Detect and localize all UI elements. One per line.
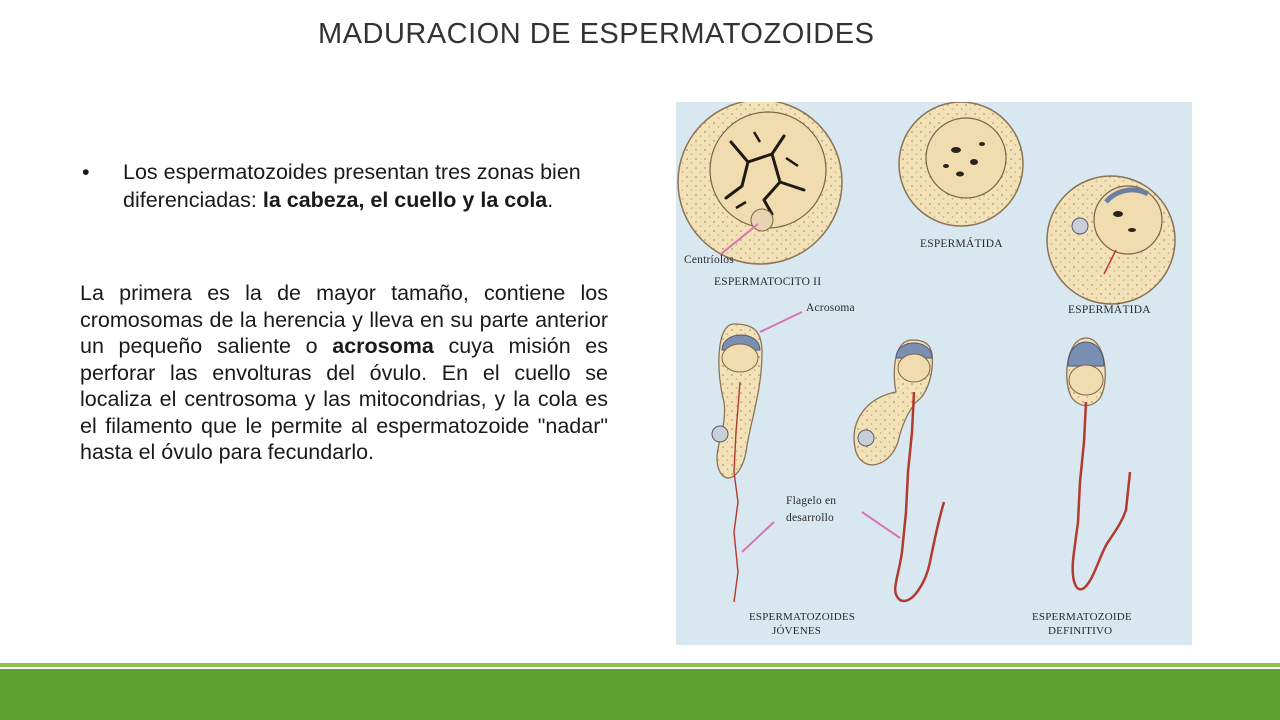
footer-accent-line [0, 663, 1280, 667]
label-acrosoma: Acrosoma [806, 302, 855, 314]
bullet-text-plain: Los espermatozoides presentan tres zonas bien diferenciadas: [123, 160, 581, 212]
spermatocyte-cell [678, 102, 842, 264]
paragraph-part1: La primera es la de mayor tamaño, contiene los cromosomas de la herencia y lleva en su parte anterior un pequeño saliente o [80, 281, 608, 358]
label-definitivo-line2: DEFINITIVO [1048, 625, 1113, 637]
footer-bar [0, 669, 1280, 720]
label-jovenes-line1: ESPERMATOZOIDES [749, 611, 856, 623]
illustration-drawing [676, 102, 1192, 645]
bullet-text-bold: la cabeza, el cuello y la cola [262, 188, 548, 212]
label-definitivo-line1: ESPERMATOZOIDE [1032, 611, 1132, 623]
paragraph-part2: cuya misión es perforar las envolturas del óvulo. En el cuello se localiza el centrosoma y las mitocondrias, y la cola es el filamento que le permite al espermatozoide "nadar" hasta el óvulo para fecundarlo. [80, 334, 608, 464]
spermatid-cell-1 [899, 102, 1023, 226]
definitive-spermatozoon [1067, 338, 1130, 589]
bullet-symbol: • [82, 160, 90, 184]
label-jovenes-line2: JÓVENES [772, 625, 822, 637]
description-paragraph [80, 280, 608, 466]
label-espermatocito: ESPERMATOCITO II [714, 276, 822, 288]
young-spermatozoon-1 [712, 312, 802, 602]
label-espermatida-2: ESPERMÁTIDA [1068, 304, 1151, 316]
label-espermatida-1: ESPERMÁTIDA [920, 238, 1003, 250]
label-flagelo-line2: desarrollo [786, 512, 834, 524]
paragraph-bold-acrosoma: acrosoma [332, 334, 434, 358]
label-flagelo-line1: Flagelo en [786, 495, 837, 507]
young-spermatozoon-2 [854, 340, 944, 601]
label-centriolos: Centríolos [684, 254, 734, 266]
sperm-maturation-illustration [676, 102, 1192, 645]
spermatid-cell-2 [1047, 176, 1175, 304]
bullet-item [82, 158, 610, 214]
bullet-text-end: . [547, 188, 554, 212]
bullet-text [123, 158, 610, 214]
slide-title: MADURACION DE ESPERMATOZOIDES [318, 18, 875, 50]
